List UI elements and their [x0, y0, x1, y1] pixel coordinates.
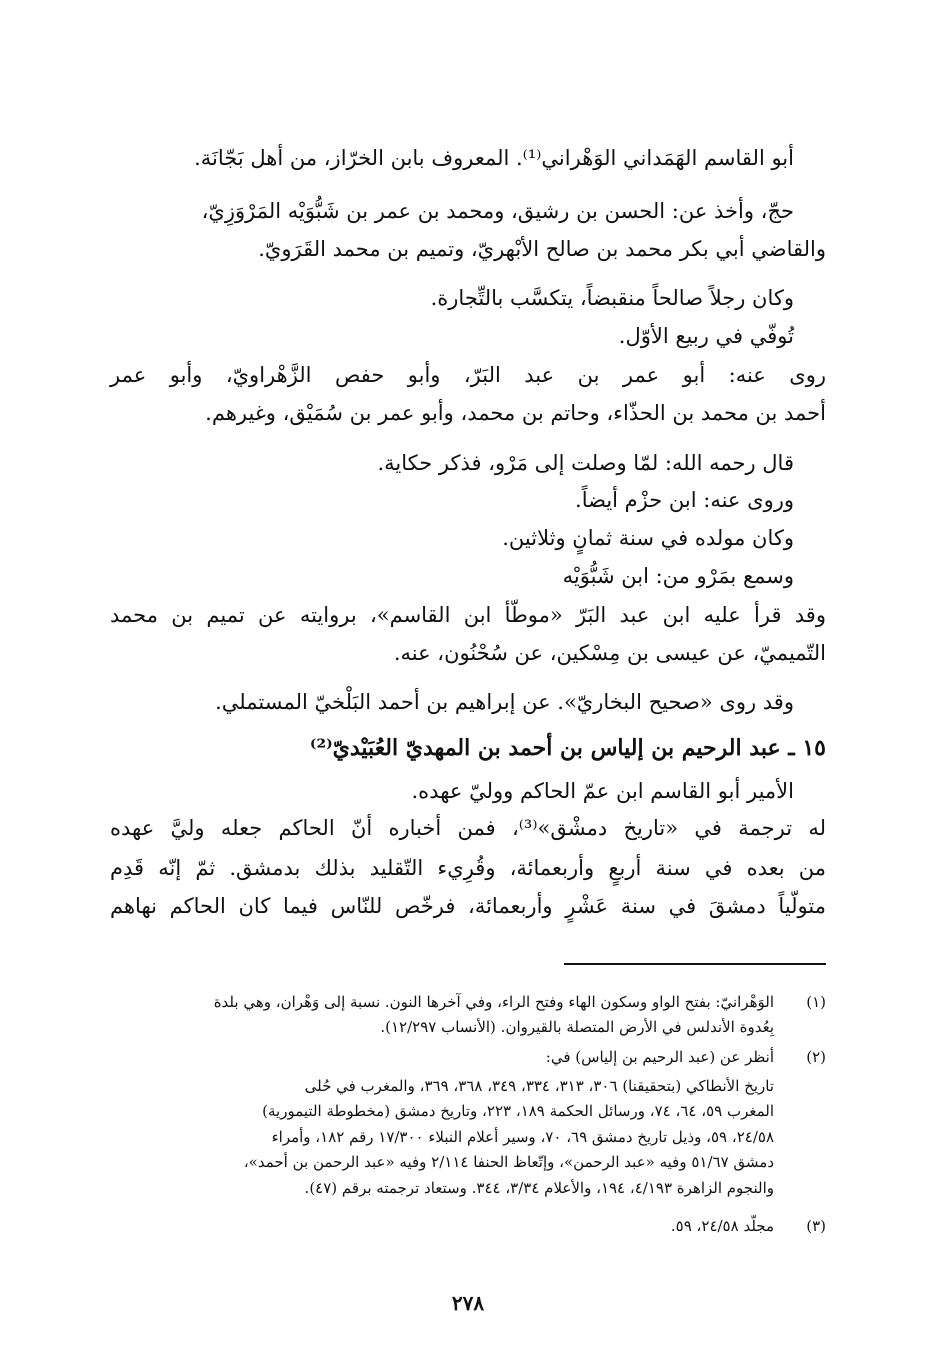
text-line: الأمير أبو القاسم ابن عمّ الحاكم ووليّ عهده.	[411, 779, 794, 803]
text-line: من بعده في سنة أربعٍ وأربعمائة، وقُرِيء التّقليد بذلك بدمشق. ثمّ إنّه قَدِم	[110, 856, 826, 880]
text-line: وكان رجلاً صالحاً منقبضاً، يتكسَّب بالتِّجارة.	[430, 286, 794, 310]
text-line: والقاضي أبي بكر محمد بن صالح الأبْهريّ، وتميم بن محمد القَرَويّ.	[258, 237, 826, 261]
text-line: روى عنه: أبو عمر بن عبد البَرّ، وأبو حفص الزَّهْراويّ، وأبو عمر	[110, 363, 826, 387]
text-line: تُوفّي في ربيع الأوّل.	[618, 324, 794, 348]
text-line: وقد قرأ عليه ابن عبد البَرّ «موطّأ ابن القاسم»، بروايته عن تميم بن محمد	[110, 603, 826, 627]
text-line: وسمع بمَرْو من: ابن شَبُّوَيْه	[562, 564, 794, 588]
text-line: متولّياً دمشقَ في سنة عَشْرٍ وأربعمائة، فرخّص للنّاس فيما كان الحاكم نهاهم	[110, 894, 826, 918]
footnote-text: بِعُدوة الأندلس في الأرض المتصلة بالقيروان. (الأنساب ١٢/٢٩٧).	[380, 1018, 774, 1036]
footnote-text: تاريخ الأنطاكي (بتحقيقنا) ٣٠٦، ٣١٣، ٣٣٤، ٣٤٩، ٣٦٨، ٣٦٩، والمغرب في حُلى	[304, 1077, 774, 1095]
footnote-number: (٢)	[806, 1048, 826, 1066]
text-line: التّميميّ، عن عيسى بن مِسْكين، عن سُحْنُون، عنه.	[393, 641, 826, 665]
page-number: ٢٧٨	[451, 1291, 485, 1315]
text-line: له ترجمة في «تاريخ دمشْق»⁽³⁾، فمن أخباره أنّ الحاكم جعله وليَّ عهده	[110, 816, 826, 840]
text-line: وقد روى «صحيح البخاريّ». عن إبراهيم بن أحمد البَلْخيّ المستملي.	[215, 690, 794, 714]
footnote-text: دمشق ٥١/٦٧ وفيه «عبد الرحمن»، وإتّعاظ الحنفا ٢/١١٤ وفيه «عبد الرحمن بن أحمد»،	[243, 1153, 774, 1171]
text-line: حجّ، وأخذ عن: الحسن بن رشيق، ومحمد بن عمر بن شَبُّوَيْه المَرْوَزِيّ،	[201, 199, 794, 223]
text-line: قال رحمه الله: لمّا وصلت إلى مَرْو، فذكر حكاية.	[377, 451, 794, 475]
text-line: وروى عنه: ابن حزْم أيضاً.	[575, 488, 794, 512]
footnote-text: الوَهْرانيّ: بفتح الواو وسكون الهاء وفتح الراء، وفي آخرها النون. نسبة إلى وَهْران، وهي بلدة	[213, 993, 774, 1011]
footnote-text: ٢٤/٥٨، ٥٩، وذيل تاريخ دمشق ٦٩، ٧٠، وسير أعلام النبلاء ١٧/٣٠٠ رقم ١٨٢، وأمراء	[271, 1128, 774, 1146]
footnote-separator	[564, 963, 826, 965]
footnote-number: (٣)	[806, 1217, 826, 1235]
footnote-text: والنجوم الزاهرة ٤/١٩٣، ١٩٤، والأعلام ٣/٣٤، ٣٤٤. وستعاد ترجمته برقم (٤٧).	[304, 1179, 774, 1197]
text-line: أبو القاسم الهَمَداني الوَهْراني⁽¹⁾. المعروف بابن الخرّاز، من أهل بَجّانَة.	[194, 146, 794, 170]
footnote-number: (١)	[806, 993, 826, 1011]
entry-heading: ١٥ ـ عبد الرحيم بن إلياس بن أحمد بن المهديّ العُبَيْديّ⁽²⁾	[309, 735, 826, 761]
footnote-text: أنظر عن (عبد الرحيم بن إلياس) في:	[545, 1048, 774, 1066]
text-line: أحمد بن محمد بن الحذّاء، وحاتم بن محمد، وأبو عمر بن سُمَيْق، وغيرهم.	[205, 401, 826, 425]
footnote-text: المغرب ٥٩، ٦٤، ٧٤، ورسائل الحكمة ١٨٩، ٢٢٣، وتاريخ دمشق (مخطوطة التيمورية)	[262, 1102, 774, 1120]
footnote-text: مجلّد ٢٤/٥٨، ٥٩.	[670, 1217, 774, 1235]
text-line: وكان مولده في سنة ثمانٍ وثلاثين.	[502, 526, 794, 550]
